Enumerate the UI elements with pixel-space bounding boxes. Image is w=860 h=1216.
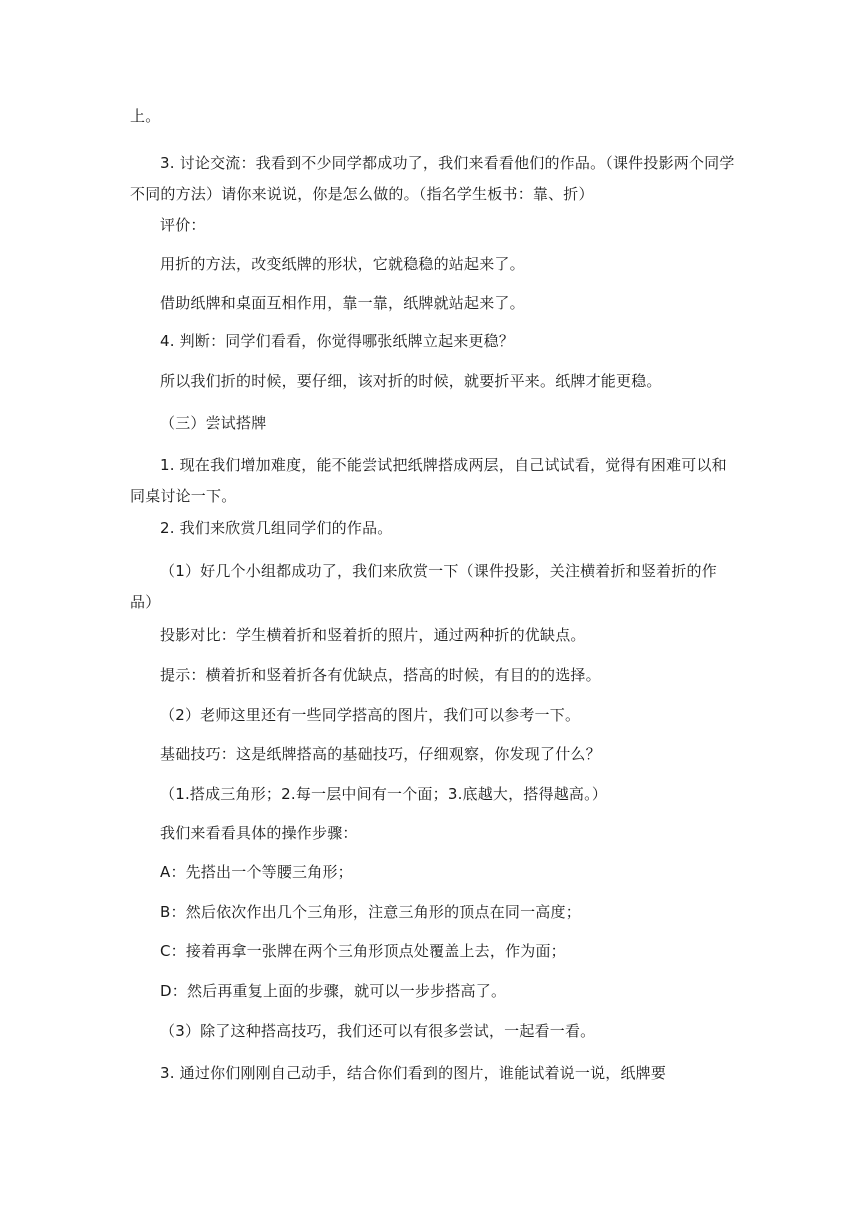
paragraph-step-b: B：然后依次作出几个三角形，注意三角形的顶点在同一高度； xyxy=(160,903,581,921)
paragraph-lean-method: 借助纸牌和桌面互相作用，靠一靠，纸牌就站起来了。 xyxy=(160,294,525,312)
paragraph-groups-succeeded: （1）好几个小组都成功了，我们来欣赏一下（课件投影，关注横着折和竖着折的作品） xyxy=(130,562,717,611)
paragraph-fold-carefully: 所以我们折的时候，要仔细，该对折的时候，就要折平来。纸牌才能更稳。 xyxy=(160,372,662,390)
paragraph-evaluation-label: 评价： xyxy=(160,216,206,234)
paragraph-step-c: C：接着再拿一张牌在两个三角形顶点处覆盖上去，作为面； xyxy=(160,942,566,960)
paragraph-discussion: 3. 讨论交流：我看到不少同学都成功了，我们来看看他们的作品。（课件投影两个同学不同的方法）请你来说说，你是怎么做的。（指名学生板书：靠、折） xyxy=(130,154,735,203)
paragraph-increase-difficulty: 1. 现在我们增加难度，能不能尝试把纸牌搭成两层，自己试试看，觉得有困难可以和同桌讨论一下。 xyxy=(130,456,727,505)
paragraph-appreciate-works: 2. 我们来欣赏几组同学们的作品。 xyxy=(160,519,393,537)
paragraph-fold-method: 用折的方法，改变纸牌的形状，它就稳稳的站起来了。 xyxy=(160,255,525,273)
paragraph-hint: 提示：横着折和竖着折各有优缺点，搭高的时候，有目的的选择。 xyxy=(160,666,601,684)
paragraph-step-d: D：然后再重复上面的步骤，就可以一步步搭高了。 xyxy=(160,982,507,1000)
paragraph-steps-intro: 我们来看看具体的操作步骤： xyxy=(160,824,358,842)
paragraph-judgement: 4. 判断：同学们看看，你觉得哪张纸牌立起来更稳？ xyxy=(160,332,515,350)
paragraph-projection-compare: 投影对比：学生横着折和竖着折的照片，通过两种折的优缺点。 xyxy=(160,626,586,644)
paragraph-skills-summary: （1.搭成三角形；2.每一层中间有一个面；3.底越大，搭得越高。） xyxy=(160,785,608,803)
paragraph-basic-skills: 基础技巧：这是纸牌搭高的基础技巧，仔细观察，你发现了什么？ xyxy=(160,745,601,763)
paragraph-continuation: 上。 xyxy=(130,107,161,125)
paragraph-summary-question: 3. 通过你们刚刚自己动手，结合你们看到的图片，谁能试着说一说，纸牌要 xyxy=(160,1064,667,1082)
section-heading-try-stacking: （三）尝试搭牌 xyxy=(160,414,267,432)
paragraph-more-attempts: （3）除了这种搭高技巧，我们还可以有很多尝试，一起看一看。 xyxy=(160,1022,596,1040)
paragraph-step-a: A：先搭出一个等腰三角形； xyxy=(160,863,353,881)
paragraph-teacher-pictures: （2）老师这里还有一些同学搭高的图片，我们可以参考一下。 xyxy=(160,706,581,724)
